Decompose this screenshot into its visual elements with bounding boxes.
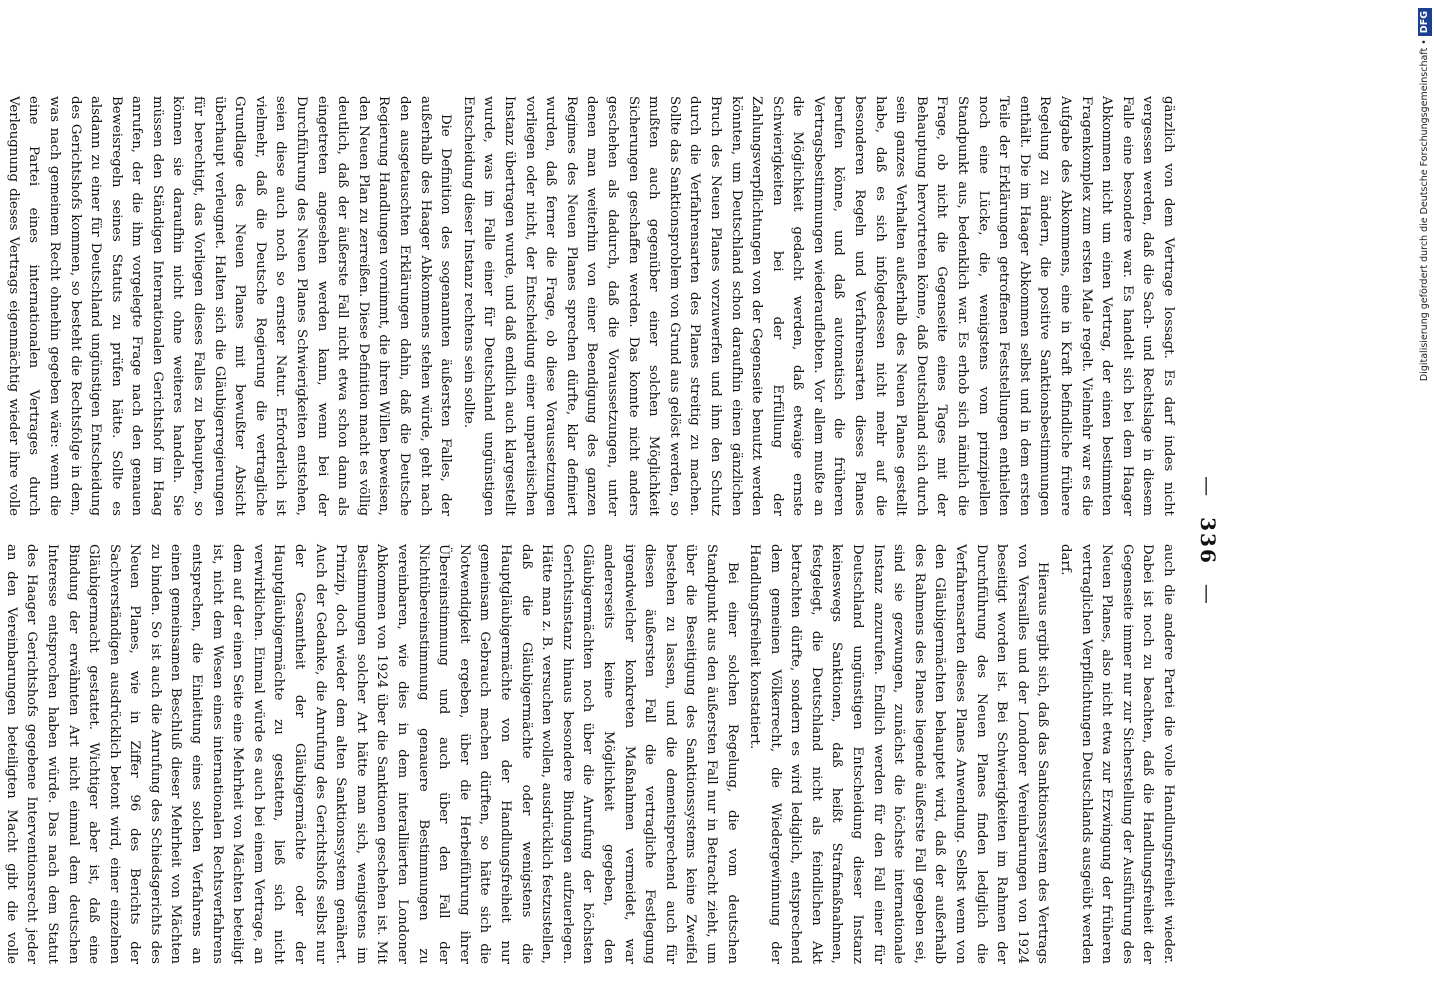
page-header bbox=[1180, 96, 1220, 986]
right-paragraph-3: Bei einer solchen Regelung, die vom deutschen Standpunkt aus den äußersten Fall nur in Betracht zieht, um über die Beseitigung des Sanktionssystems keine Zweifel bestehen zu lassen, und die dementsprechend auch für diesen äußersten Fall die vertragliche Festlegung irgendwelcher konkreten Maßnahmen vermeidet, war andererseits keine Möglichkeit gegeben, den Gläubigermächten noch über die Anrufung der höchsten Gerichtsinstanz hinaus besondere Bindungen aufzuerlegen. Hätte man z. B. versuchen wollen, ausdrücklich festzustellen, daß die Gläubigermächte oder wenigstens die Hauptgläubigermächte von der Handlungsfreiheit nur gemeinsam Gebrauch machen dürften, so hätte sich die Notwendigkeit ergeben, über die Herbeiführung ihrer Übereinstimmung und auch über den Fall der Nichtübereinstimmung genauere Bestimmungen zu vereinbaren, wie dies in dem interalliierten Londoner Abkommen von 1924 über die Sanktionen geschehen ist. Mit Bestimmungen solcher Art hätte man sich, wenigstens im Prinzip, doch wieder dem alten Sanktionssystem genähert. Auch der Gedanke, die Anrufung des Gerichtshofs selbst nur der Gesamtheit der Gläubigermächte oder der Hauptgläubigermächte zu gestatten, ließ sich nicht verwirklichen. Einmal würde es auch bei einem Vertrage, an dem auf der einen Seite eine Mehrheit von Mächten beteiligt ist, nicht dem Wesen eines internationalen Rechtsverfahrens entsprechen, die Einleitung eines solchen Verfahrens an einen gemeinsamen Beschluß dieser Mehrheit von Mächten zu binden. So ist auch die Anrufung des Schiedsgerichts des Neuen Planes, wie in Ziffer 96 des Berichts der Sachverständigen ausdrücklich betont wird, einer einzelnen Gläubigermacht gestattet. Wichtiger aber ist, daß eine Bindung der erwähnten Art nicht einmal dem deutschen Interesse entsprochen haben würde. Das nach dem Statut des Haager Gerichtshofs gegebene Interventionsrecht jeder an den Vereinbarungen beteiligten Macht gibt die volle bbox=[3, 544, 740, 964]
left-paragraph-2: Die Definition des sogenannten äußersten Falles, der außerhalb des Haager Abkommens stehen würde, geht nach den ausgetauschten Erklärungen dahin, daß die Deutsche Regierung Handlungen vornimmt, die ihren Willen beweisen, den Neuen Plan zu zerreißen. Diese Definition macht es völlig deutlich, daß der äußerste Fall nicht etwa schon dann als eingetreten angesehen werden kann, wenn bei der Durchführung des Neuen Planes Schwierigkeiten entstehen, seien diese auch noch so ernster Natur. Erforderlich ist vielmehr, daß die Deutsche Regierung die vertragliche Grundlage des Neuen Planes mit bewußter Absicht überhaupt verleugnet. Halten sich die Gläubigerregierungen für berechtigt, das Vorliegen dieses Falles zu behaupten, so können sie daraufhin nicht ohne weiteres handeln. Sie müssen den Ständigen Internationalen Gerichtshof im Haag anrufen, der die ihm vorgelegte Frage nach den genauen Beweisregeln seines Statuts zu prüfen hätte. Sollte es alsdann zu einer für Deutschland ungünstigen Entscheidung des Gerichtshofs kommen, so besteht die Rechtsfolge in dem, was nach gemeinem Recht ohnehin gegeben wäre: wenn die eine Partei eines internationalen Vertrages durch Verleugnung dieses Vertrags eigenmächtig wieder ihre volle bbox=[5, 96, 454, 516]
right-column bbox=[3, 544, 1178, 964]
digitization-credit-text bbox=[1416, 8, 1434, 400]
digitization-credit bbox=[1416, 8, 1434, 400]
dfg-logo: DFG bbox=[1418, 8, 1432, 36]
right-paragraph-2: Hieraus ergibt sich, daß das Sanktionssystem des Vertrags von Versailles und der Londoner Vereinbarungen von 1924 beseitigt worden ist. Bei Schwierigkeiten im Rahmen der Durchführung des Neuen Planes finden lediglich die Verfahrensarten dieses Planes Anwendung. Selbst wenn von den Gläubigermächten behauptet wird, daß der außerhalb des Rahmens des Planes liegende äußerste Fall gegeben sei, sind sie gezwungen, zunächst die höchste internationale Instanz anzurufen. Endlich werden für den Fall einer für Deutschland ungünstigen Entscheidung dieser Instanz keineswegs Sanktionen, daß heißt Strafmaßnahmen, festgelegt, die Deutschland nicht als feindlichen Akt betrachten dürfte, sondern es wird lediglich, entsprechend dem gemeinen Völkerrecht, die Wiedergewinnung der Handlungsfreiheit konstatiert. bbox=[747, 544, 1051, 964]
left-column bbox=[5, 96, 1178, 516]
rotated-scan bbox=[3, 96, 1220, 986]
left-paragraph-1: gänzlich von dem Vertrage lossagt. Es darf indes nicht vergessen werden, daß die Sach- und Rechtslage in diesem Falle eine besondere war. Es handelt sich bei dem Haager Abkommen nicht um einen Vertrag, der einen bestimmten Fragenkomplex zum ersten Male regelt. Vielmehr war es die Aufgabe des Abkommens, eine in Kraft befindliche frühere Regelung zu ändern, die positive Sanktionsbestimmungen enthält. Die im Haager Abkommen selbst und in dem ersten Teile der Erklärungen getroffenen Feststellungen enthielten noch eine Lücke, die, wenigstens vom prinzipiellen Standpunkt aus, bedenklich war. Es erhob sich nämlich die Frage, ob nicht die Gegenseite eines Tages mit der Behauptung hervortreten könne, daß Deutschland sich durch sein ganzes Verhalten außerhalb des Neuen Planes gestellt habe, daß es sich infolgedessen nicht mehr auf die besonderen Regeln und Verfahrensarten dieses Planes berufen könne, und daß automatisch die früheren Vertragsbestimmungen wiederauflebten. Vor allem mußte an die Möglichkeit gedacht werden, daß etwaige ernste Schwierigkeiten bei der Erfüllung der Zahlungsverpflichtungen von der Gegenseite benutzt werden könnten, um Deutschland schon daraufhin einen gänzlichen Bruch des Neuen Planes vorzuwerfen und ihm den Schutz durch die Verfahrensarten des Planes streitig zu machen. Sollte das Sanktionsproblem von Grund aus gelöst werden, so mußten auch gegenüber einer solchen Möglichkeit Sicherungen geschaffen werden. Das konnte nicht anders geschehen als dadurch, daß die Voraussetzungen, unter denen man weiterhin von einer Beendigung des ganzen Regimes des Neuen Planes sprechen dürfte, klar definiert wurden, daß ferner die Frage, ob diese Voraussetzungen vorliegen oder nicht, der Entscheidung einer unparteiischen Instanz übertragen wurde, und daß endlich auch klargestellt wurde, was im Falle einer für Deutschland ungünstigen Entscheidung dieser Instanz rechtens sein sollte. bbox=[460, 96, 1176, 516]
credit-label: Digitalisierung gefördert durch die Deutsche Forschungsgemeinschaft • bbox=[1419, 39, 1430, 382]
page-number: 336 bbox=[1196, 517, 1220, 565]
header-dash-right: — bbox=[1196, 583, 1220, 606]
header-dash-left: — bbox=[1196, 476, 1220, 499]
right-paragraph-1: auch die andere Partei die volle Handlungsfreiheit wieder. Dabei ist noch zu beachten, daß die Handlungsfreiheit der Gegenseite immer nur zur Sicherstellung der Ausführung des Neuen Planes, also nicht etwa zur Erzwingung der früheren vertraglichen Verpflichtungen Deutschlands ausgeübt werden darf. bbox=[1058, 544, 1176, 964]
